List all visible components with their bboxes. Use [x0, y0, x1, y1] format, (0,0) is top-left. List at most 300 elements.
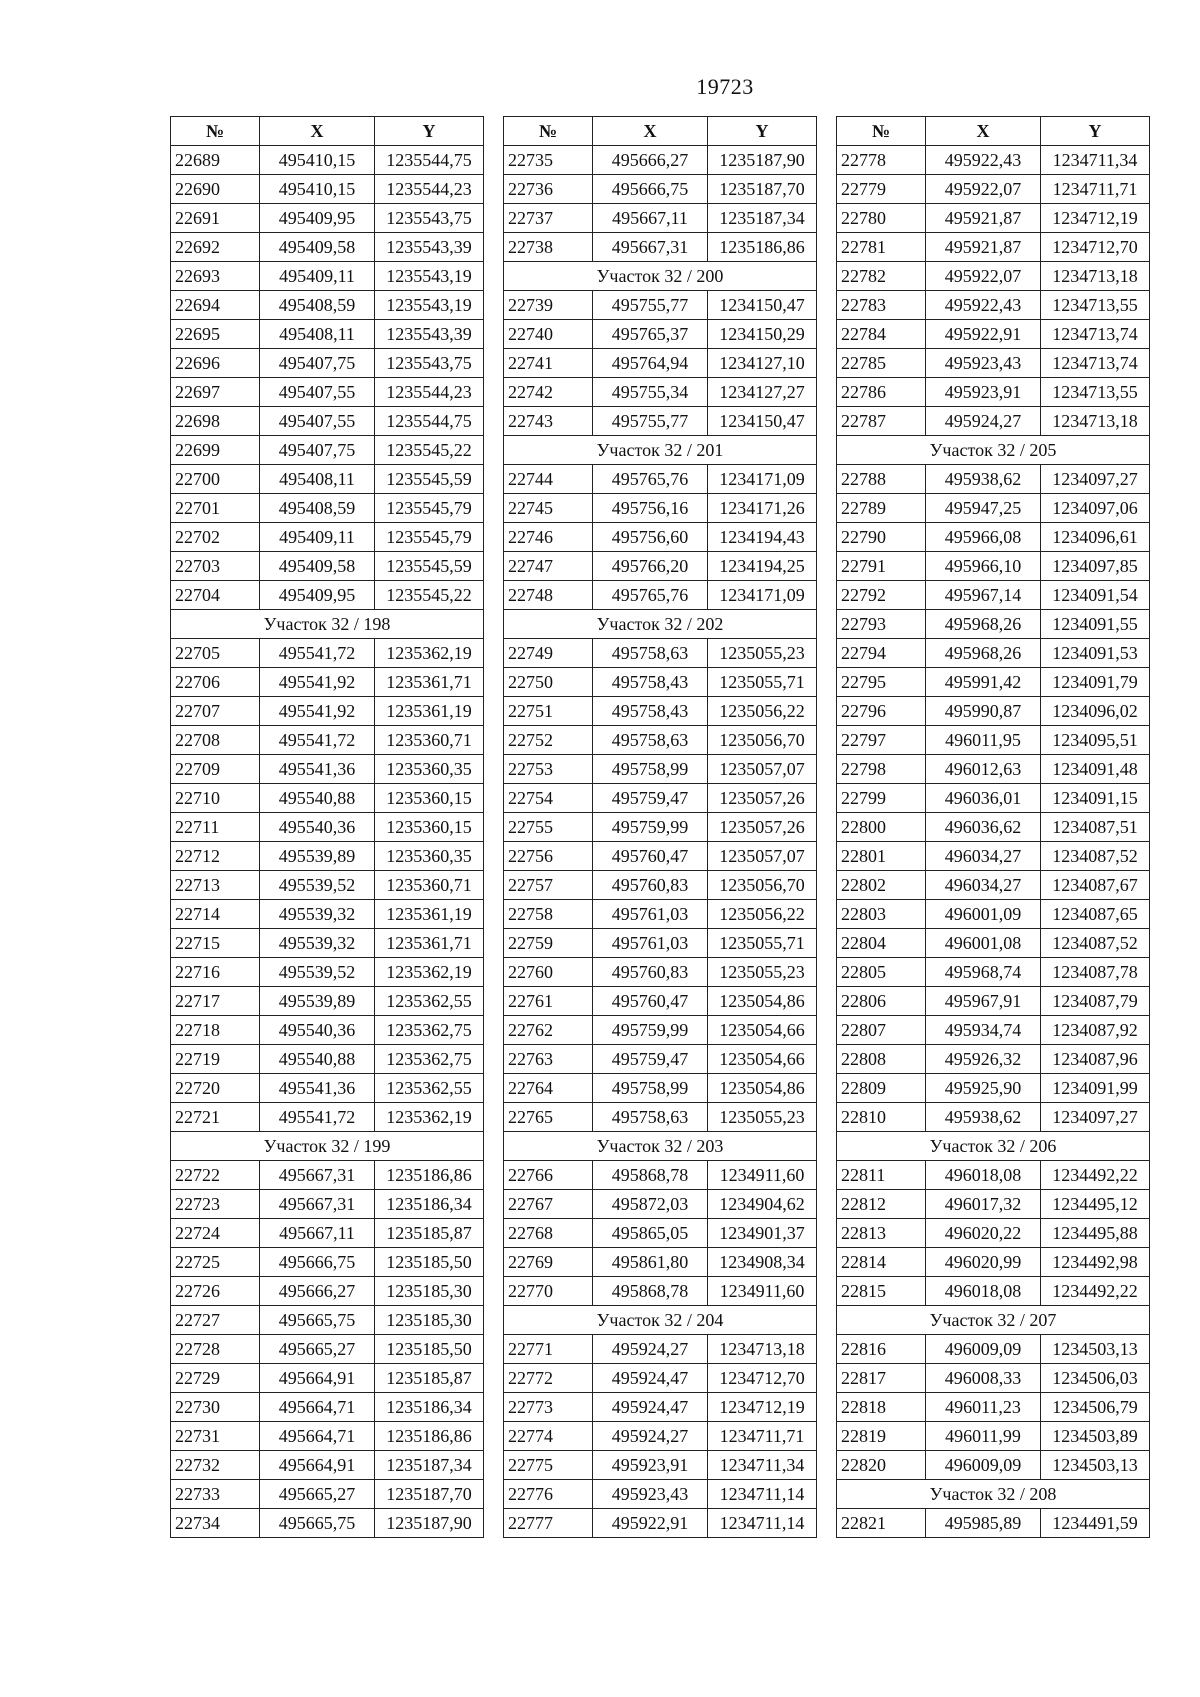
table-row — [837, 523, 1150, 552]
y-coordinate: 1234097,27 — [1041, 465, 1150, 494]
x-coordinate: 495667,31 — [260, 1190, 375, 1219]
y-coordinate: 1234503,13 — [1041, 1451, 1150, 1480]
y-coordinate: 1234171,09 — [708, 581, 817, 610]
section-title: Участок 32 / 204 — [504, 1306, 817, 1335]
y-coordinate: 1235360,15 — [375, 784, 484, 813]
point-number: 22699 — [171, 436, 260, 465]
point-number: 22818 — [837, 1393, 926, 1422]
y-coordinate: 1234712,70 — [708, 1364, 817, 1393]
y-coordinate: 1234492,98 — [1041, 1248, 1150, 1277]
y-coordinate: 1234711,14 — [708, 1480, 817, 1509]
x-coordinate: 495665,75 — [260, 1509, 375, 1538]
table-row — [171, 1422, 484, 1451]
y-coordinate: 1235545,59 — [375, 465, 484, 494]
x-coordinate: 495539,52 — [260, 958, 375, 987]
point-number: 22690 — [171, 175, 260, 204]
table-row — [837, 1045, 1150, 1074]
y-coordinate: 1235185,30 — [375, 1277, 484, 1306]
x-coordinate: 495667,31 — [260, 1161, 375, 1190]
x-coordinate: 495967,14 — [926, 581, 1041, 610]
y-coordinate: 1235054,66 — [708, 1045, 817, 1074]
y-coordinate: 1234506,79 — [1041, 1393, 1150, 1422]
point-number: 22740 — [504, 320, 593, 349]
y-coordinate: 1235543,19 — [375, 291, 484, 320]
table-row — [504, 1364, 817, 1393]
section-title: Участок 32 / 200 — [504, 262, 817, 291]
point-number: 22765 — [504, 1103, 593, 1132]
table-row — [504, 726, 817, 755]
point-number: 22707 — [171, 697, 260, 726]
point-number: 22719 — [171, 1045, 260, 1074]
y-coordinate: 1235055,23 — [708, 639, 817, 668]
table-row — [504, 1161, 817, 1190]
point-number: 22797 — [837, 726, 926, 755]
y-coordinate: 1234492,22 — [1041, 1161, 1150, 1190]
y-coordinate: 1235187,70 — [708, 175, 817, 204]
point-number: 22771 — [504, 1335, 593, 1364]
table-row — [837, 755, 1150, 784]
section-title: Участок 32 / 199 — [171, 1132, 484, 1161]
point-number: 22742 — [504, 378, 593, 407]
point-number: 22769 — [504, 1248, 593, 1277]
x-coordinate: 495409,58 — [260, 552, 375, 581]
table-row — [504, 1016, 817, 1045]
y-coordinate: 1234087,67 — [1041, 871, 1150, 900]
table-row — [837, 813, 1150, 842]
x-coordinate: 495924,27 — [926, 407, 1041, 436]
point-number: 22702 — [171, 523, 260, 552]
x-coordinate: 495868,78 — [593, 1161, 708, 1190]
point-number: 22775 — [504, 1451, 593, 1480]
x-coordinate: 495759,99 — [593, 1016, 708, 1045]
table-row — [504, 581, 817, 610]
y-coordinate: 1235187,70 — [375, 1480, 484, 1509]
x-coordinate: 495755,34 — [593, 378, 708, 407]
table-row — [504, 349, 817, 378]
table-row — [171, 784, 484, 813]
x-coordinate: 495925,90 — [926, 1074, 1041, 1103]
y-coordinate: 1234127,10 — [708, 349, 817, 378]
point-number: 22712 — [171, 842, 260, 871]
x-coordinate: 495922,43 — [926, 291, 1041, 320]
table-row — [171, 465, 484, 494]
table-row — [504, 1248, 817, 1277]
table-row — [504, 1045, 817, 1074]
point-number: 22801 — [837, 842, 926, 871]
x-coordinate: 495540,36 — [260, 1016, 375, 1045]
table-row — [504, 929, 817, 958]
header-y: Y — [1041, 117, 1150, 146]
x-coordinate: 495664,71 — [260, 1422, 375, 1451]
x-coordinate: 495966,10 — [926, 552, 1041, 581]
table-row — [171, 204, 484, 233]
table-row — [504, 755, 817, 784]
x-coordinate: 495758,43 — [593, 668, 708, 697]
y-coordinate: 1235185,50 — [375, 1248, 484, 1277]
y-coordinate: 1235362,55 — [375, 1074, 484, 1103]
table-row — [837, 1277, 1150, 1306]
point-number: 22706 — [171, 668, 260, 697]
x-coordinate: 495759,47 — [593, 1045, 708, 1074]
table-row — [171, 1451, 484, 1480]
point-number: 22770 — [504, 1277, 593, 1306]
point-number: 22747 — [504, 552, 593, 581]
y-coordinate: 1234713,18 — [708, 1335, 817, 1364]
point-number: 22819 — [837, 1422, 926, 1451]
x-coordinate: 496001,08 — [926, 929, 1041, 958]
point-number: 22759 — [504, 929, 593, 958]
x-coordinate: 495760,47 — [593, 987, 708, 1016]
y-coordinate: 1235545,59 — [375, 552, 484, 581]
y-coordinate: 1234127,27 — [708, 378, 817, 407]
table-row — [504, 552, 817, 581]
point-number: 22725 — [171, 1248, 260, 1277]
table-row — [837, 1016, 1150, 1045]
x-coordinate: 495923,91 — [926, 378, 1041, 407]
point-number: 22807 — [837, 1016, 926, 1045]
x-coordinate: 495541,36 — [260, 1074, 375, 1103]
x-coordinate: 495967,91 — [926, 987, 1041, 1016]
table-row — [171, 581, 484, 610]
point-number: 22703 — [171, 552, 260, 581]
y-coordinate: 1235185,87 — [375, 1364, 484, 1393]
point-number: 22720 — [171, 1074, 260, 1103]
page-number: 19723 — [696, 74, 754, 99]
table-row — [171, 1219, 484, 1248]
x-coordinate: 495865,05 — [593, 1219, 708, 1248]
x-coordinate: 495923,43 — [593, 1480, 708, 1509]
point-number: 22731 — [171, 1422, 260, 1451]
y-coordinate: 1234711,34 — [1041, 146, 1150, 175]
table-row — [504, 320, 817, 349]
x-coordinate: 495985,89 — [926, 1509, 1041, 1538]
point-number: 22821 — [837, 1509, 926, 1538]
point-number: 22782 — [837, 262, 926, 291]
y-coordinate: 1234911,60 — [708, 1277, 817, 1306]
point-number: 22735 — [504, 146, 593, 175]
table-row — [837, 465, 1150, 494]
point-number: 22803 — [837, 900, 926, 929]
x-coordinate: 495409,95 — [260, 581, 375, 610]
point-number: 22815 — [837, 1277, 926, 1306]
x-coordinate: 495541,72 — [260, 726, 375, 755]
y-coordinate: 1234097,27 — [1041, 1103, 1150, 1132]
x-coordinate: 495966,08 — [926, 523, 1041, 552]
table-row — [171, 407, 484, 436]
table-row — [837, 1248, 1150, 1277]
point-number: 22810 — [837, 1103, 926, 1132]
point-number: 22777 — [504, 1509, 593, 1538]
y-coordinate: 1235055,23 — [708, 958, 817, 987]
point-number: 22701 — [171, 494, 260, 523]
table-row — [171, 639, 484, 668]
x-coordinate: 495540,88 — [260, 784, 375, 813]
x-coordinate: 496011,99 — [926, 1422, 1041, 1451]
table-row — [504, 465, 817, 494]
x-coordinate: 495755,77 — [593, 407, 708, 436]
y-coordinate: 1234091,55 — [1041, 610, 1150, 639]
y-coordinate: 1234713,18 — [1041, 407, 1150, 436]
y-coordinate: 1234087,52 — [1041, 929, 1150, 958]
point-number: 22814 — [837, 1248, 926, 1277]
section-row — [837, 1480, 1150, 1509]
table-row — [504, 639, 817, 668]
table-row — [837, 1161, 1150, 1190]
table-row — [504, 523, 817, 552]
point-number: 22806 — [837, 987, 926, 1016]
x-coordinate: 495407,55 — [260, 407, 375, 436]
table-row — [504, 146, 817, 175]
x-coordinate: 495760,47 — [593, 842, 708, 871]
header-x: X — [926, 117, 1041, 146]
point-number: 22791 — [837, 552, 926, 581]
y-coordinate: 1235055,71 — [708, 668, 817, 697]
table-row — [837, 581, 1150, 610]
table-row — [504, 1219, 817, 1248]
table-row — [171, 1393, 484, 1422]
table-row — [504, 871, 817, 900]
x-coordinate: 495868,78 — [593, 1277, 708, 1306]
table-row — [504, 668, 817, 697]
x-coordinate: 495407,55 — [260, 378, 375, 407]
y-coordinate: 1235057,26 — [708, 784, 817, 813]
table-row — [837, 610, 1150, 639]
x-coordinate: 495766,20 — [593, 552, 708, 581]
point-number: 22727 — [171, 1306, 260, 1335]
table-row — [837, 1509, 1150, 1538]
point-number: 22704 — [171, 581, 260, 610]
point-number: 22723 — [171, 1190, 260, 1219]
x-coordinate: 495667,31 — [593, 233, 708, 262]
table-row — [171, 1480, 484, 1509]
x-coordinate: 495407,75 — [260, 436, 375, 465]
table-row — [504, 1451, 817, 1480]
section-title: Участок 32 / 206 — [837, 1132, 1150, 1161]
y-coordinate: 1234911,60 — [708, 1161, 817, 1190]
table-row — [837, 697, 1150, 726]
table-row — [837, 900, 1150, 929]
table-row — [171, 291, 484, 320]
x-coordinate: 495759,47 — [593, 784, 708, 813]
point-number: 22804 — [837, 929, 926, 958]
x-coordinate: 495540,88 — [260, 1045, 375, 1074]
x-coordinate: 495861,80 — [593, 1248, 708, 1277]
y-coordinate: 1235056,70 — [708, 871, 817, 900]
y-coordinate: 1235186,86 — [708, 233, 817, 262]
x-coordinate: 496008,33 — [926, 1364, 1041, 1393]
y-coordinate: 1234087,78 — [1041, 958, 1150, 987]
point-number: 22734 — [171, 1509, 260, 1538]
section-title: Участок 32 / 198 — [171, 610, 484, 639]
x-coordinate: 495921,87 — [926, 233, 1041, 262]
y-coordinate: 1235544,75 — [375, 146, 484, 175]
point-number: 22809 — [837, 1074, 926, 1103]
y-coordinate: 1235545,79 — [375, 523, 484, 552]
x-coordinate: 496012,63 — [926, 755, 1041, 784]
x-coordinate: 495758,63 — [593, 726, 708, 755]
table-row — [171, 958, 484, 987]
x-coordinate: 495408,11 — [260, 465, 375, 494]
header-num: № — [504, 117, 593, 146]
table-row — [171, 1248, 484, 1277]
x-coordinate: 495924,47 — [593, 1393, 708, 1422]
point-number: 22796 — [837, 697, 926, 726]
x-coordinate: 495539,52 — [260, 871, 375, 900]
x-coordinate: 495968,26 — [926, 610, 1041, 639]
table-row — [837, 1190, 1150, 1219]
y-coordinate: 1235187,34 — [375, 1451, 484, 1480]
table-row — [504, 175, 817, 204]
x-coordinate: 495409,11 — [260, 262, 375, 291]
point-number: 22790 — [837, 523, 926, 552]
table-row — [504, 784, 817, 813]
table-row — [837, 407, 1150, 436]
y-coordinate: 1234171,09 — [708, 465, 817, 494]
point-number: 22689 — [171, 146, 260, 175]
y-coordinate: 1234087,65 — [1041, 900, 1150, 929]
y-coordinate: 1234495,88 — [1041, 1219, 1150, 1248]
point-number: 22754 — [504, 784, 593, 813]
point-number: 22799 — [837, 784, 926, 813]
table-row — [171, 1277, 484, 1306]
point-number: 22776 — [504, 1480, 593, 1509]
header-row — [171, 117, 484, 146]
x-coordinate: 495947,25 — [926, 494, 1041, 523]
y-coordinate: 1235362,55 — [375, 987, 484, 1016]
table-row — [504, 1074, 817, 1103]
x-coordinate: 495990,87 — [926, 697, 1041, 726]
point-number: 22709 — [171, 755, 260, 784]
y-coordinate: 1234150,29 — [708, 320, 817, 349]
header-x: X — [593, 117, 708, 146]
table-row — [837, 204, 1150, 233]
x-coordinate: 495539,89 — [260, 987, 375, 1016]
table-row — [171, 552, 484, 581]
x-coordinate: 496011,95 — [926, 726, 1041, 755]
point-number: 22744 — [504, 465, 593, 494]
y-coordinate: 1235543,75 — [375, 349, 484, 378]
y-coordinate: 1234091,54 — [1041, 581, 1150, 610]
point-number: 22705 — [171, 639, 260, 668]
table-row — [171, 842, 484, 871]
x-coordinate: 495761,03 — [593, 900, 708, 929]
y-coordinate: 1235361,19 — [375, 697, 484, 726]
table-row — [171, 262, 484, 291]
table-row — [837, 1393, 1150, 1422]
y-coordinate: 1235362,19 — [375, 639, 484, 668]
point-number: 22795 — [837, 668, 926, 697]
x-coordinate: 495923,43 — [926, 349, 1041, 378]
y-coordinate: 1235056,70 — [708, 726, 817, 755]
table-row — [504, 987, 817, 1016]
table-row — [171, 1509, 484, 1538]
point-number: 22802 — [837, 871, 926, 900]
y-coordinate: 1234091,15 — [1041, 784, 1150, 813]
x-coordinate: 496036,01 — [926, 784, 1041, 813]
x-coordinate: 495922,07 — [926, 175, 1041, 204]
y-coordinate: 1235361,19 — [375, 900, 484, 929]
x-coordinate: 495664,71 — [260, 1393, 375, 1422]
table-row — [171, 1190, 484, 1219]
y-coordinate: 1235545,22 — [375, 581, 484, 610]
y-coordinate: 1234712,19 — [1041, 204, 1150, 233]
point-number: 22768 — [504, 1219, 593, 1248]
table-row — [837, 146, 1150, 175]
table-row — [837, 726, 1150, 755]
point-number: 22711 — [171, 813, 260, 842]
y-coordinate: 1234091,48 — [1041, 755, 1150, 784]
table-row — [837, 1422, 1150, 1451]
y-coordinate: 1234712,70 — [1041, 233, 1150, 262]
table-row — [171, 1364, 484, 1393]
point-number: 22698 — [171, 407, 260, 436]
x-coordinate: 495666,75 — [260, 1248, 375, 1277]
y-coordinate: 1235055,71 — [708, 929, 817, 958]
point-number: 22820 — [837, 1451, 926, 1480]
point-number: 22716 — [171, 958, 260, 987]
table-row — [837, 552, 1150, 581]
point-number: 22691 — [171, 204, 260, 233]
y-coordinate: 1234491,59 — [1041, 1509, 1150, 1538]
y-coordinate: 1235054,66 — [708, 1016, 817, 1045]
y-coordinate: 1235185,87 — [375, 1219, 484, 1248]
y-coordinate: 1235186,34 — [375, 1393, 484, 1422]
section-row — [837, 1132, 1150, 1161]
x-coordinate: 495926,32 — [926, 1045, 1041, 1074]
y-coordinate: 1234096,61 — [1041, 523, 1150, 552]
point-number: 22729 — [171, 1364, 260, 1393]
y-coordinate: 1234711,71 — [708, 1422, 817, 1451]
table-row — [837, 262, 1150, 291]
table-row — [504, 233, 817, 262]
table-row — [171, 1335, 484, 1364]
x-coordinate: 495924,27 — [593, 1335, 708, 1364]
point-number: 22808 — [837, 1045, 926, 1074]
x-coordinate: 495756,60 — [593, 523, 708, 552]
point-number: 22696 — [171, 349, 260, 378]
x-coordinate: 495667,11 — [593, 204, 708, 233]
table-row — [504, 1393, 817, 1422]
x-coordinate: 495409,58 — [260, 233, 375, 262]
x-coordinate: 495872,03 — [593, 1190, 708, 1219]
point-number: 22779 — [837, 175, 926, 204]
table-row — [837, 494, 1150, 523]
table-row — [837, 987, 1150, 1016]
y-coordinate: 1234503,89 — [1041, 1422, 1150, 1451]
x-coordinate: 496009,09 — [926, 1335, 1041, 1364]
section-row — [171, 610, 484, 639]
y-coordinate: 1234908,34 — [708, 1248, 817, 1277]
x-coordinate: 495667,11 — [260, 1219, 375, 1248]
x-coordinate: 495540,36 — [260, 813, 375, 842]
section-title: Участок 32 / 207 — [837, 1306, 1150, 1335]
table-row — [504, 958, 817, 987]
coordinates-table-1 — [170, 116, 484, 1538]
point-number: 22800 — [837, 813, 926, 842]
y-coordinate: 1235543,39 — [375, 233, 484, 262]
x-coordinate: 495666,75 — [593, 175, 708, 204]
table-row — [171, 1306, 484, 1335]
point-number: 22752 — [504, 726, 593, 755]
point-number: 22728 — [171, 1335, 260, 1364]
table-row — [837, 958, 1150, 987]
point-number: 22717 — [171, 987, 260, 1016]
table-row — [837, 175, 1150, 204]
y-coordinate: 1235544,23 — [375, 378, 484, 407]
x-coordinate: 495765,37 — [593, 320, 708, 349]
x-coordinate: 495923,91 — [593, 1451, 708, 1480]
x-coordinate: 496009,09 — [926, 1451, 1041, 1480]
